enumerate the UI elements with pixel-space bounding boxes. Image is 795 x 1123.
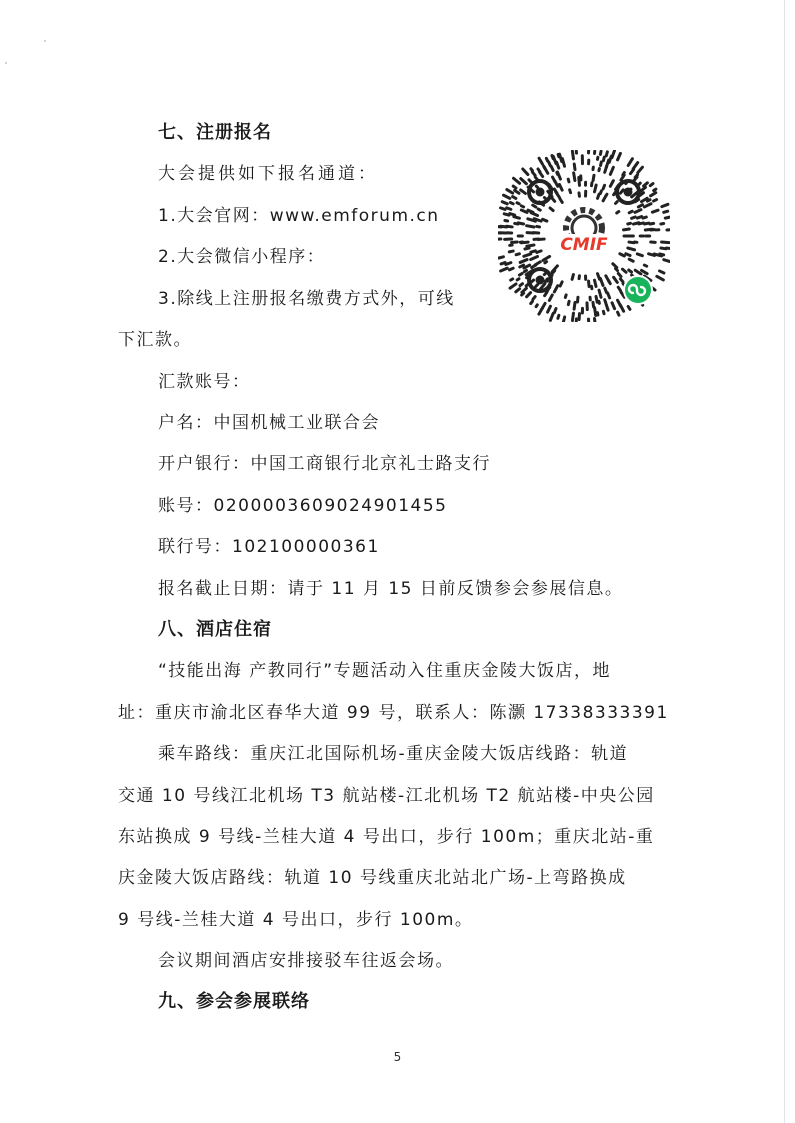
qr-dash xyxy=(599,290,601,297)
qr-dash xyxy=(644,183,648,186)
qr-dash xyxy=(600,191,601,194)
qr-dash xyxy=(560,282,562,286)
qr-dash xyxy=(593,302,594,307)
qr-dash xyxy=(522,293,524,295)
qr-dash xyxy=(515,223,518,224)
qr-dash xyxy=(650,223,654,224)
qr-dash xyxy=(527,226,534,227)
qr-dash xyxy=(563,317,564,322)
qr-dash xyxy=(620,254,625,256)
hotel-line2: 址：重庆市渝北区春华大道 99 号，联系人：陈灏 17338333391 xyxy=(118,703,669,723)
qr-dash xyxy=(603,157,604,161)
qr-finder-dot xyxy=(536,276,545,285)
qr-dash xyxy=(628,307,630,310)
qr-dash xyxy=(635,210,641,213)
qr-dash xyxy=(638,167,643,172)
qr-dash xyxy=(657,276,664,280)
section7-item3-line1: 3.除线上注册报名缴费方式外，可线 xyxy=(158,289,455,309)
qr-dash xyxy=(603,185,604,189)
qr-dash xyxy=(642,270,648,273)
account-number: 账号：0200003609024901455 xyxy=(158,496,448,516)
qr-dash xyxy=(618,153,621,159)
qr-dash xyxy=(522,288,526,292)
section7-item2: 2.大会微信小程序： xyxy=(158,247,326,267)
qr-dash xyxy=(600,151,601,154)
qr-dash xyxy=(572,275,573,280)
qr-dash xyxy=(606,305,608,310)
qr-dash xyxy=(501,268,508,271)
qr-dash xyxy=(643,217,646,218)
registration-deadline: 报名截止日期：请于 11 月 15 日前反馈参会参展信息。 xyxy=(158,579,624,599)
qr-dash xyxy=(560,199,562,202)
qr-dash xyxy=(596,296,597,302)
qr-dash xyxy=(633,163,638,169)
qr-dash xyxy=(501,208,506,210)
section9-heading: 九、参会参展联络 xyxy=(158,991,310,1012)
qr-dash xyxy=(516,254,519,255)
qr-dash xyxy=(558,315,559,318)
qr-dash xyxy=(545,262,547,263)
qr-finder-dot xyxy=(624,188,633,197)
qr-dash xyxy=(509,251,513,252)
qr-dash xyxy=(523,169,528,175)
qr-dash xyxy=(639,223,644,224)
qr-dash xyxy=(513,186,516,188)
qr-dash xyxy=(502,202,507,204)
qr-dash xyxy=(635,175,637,178)
qr-dash xyxy=(520,265,524,267)
account-title: 汇款账号： xyxy=(158,372,251,392)
qr-dash xyxy=(536,284,538,286)
qr-dash xyxy=(507,208,511,210)
qr-dash xyxy=(507,190,513,194)
qr-dash xyxy=(609,280,611,283)
qr-dash xyxy=(647,200,650,201)
qr-dash xyxy=(514,217,520,219)
qr-dash xyxy=(632,217,636,218)
qr-dash xyxy=(638,205,642,207)
qr-dash xyxy=(620,279,623,282)
qr-dash xyxy=(543,256,550,260)
qr-dash xyxy=(595,185,597,192)
section7-intro: 大会提供如下报名通道： xyxy=(158,164,378,184)
qr-dash xyxy=(527,245,534,246)
route-line1: 乘车路线：重庆江北国际机场-重庆金陵大饭店线路：轨道 xyxy=(158,744,629,764)
section7-item1: 1.大会官网：www.emforum.cn xyxy=(158,206,440,226)
qr-dash xyxy=(660,254,664,255)
qr-dash xyxy=(503,195,509,198)
qr-dash xyxy=(660,271,664,273)
qr-dash xyxy=(620,305,623,311)
qr-dash xyxy=(544,166,546,169)
scan-speck xyxy=(44,40,46,42)
qr-dash xyxy=(628,248,635,250)
qr-dash xyxy=(510,203,513,204)
qr-dash xyxy=(513,197,516,199)
qr-dash xyxy=(650,184,653,186)
qr-dash xyxy=(531,301,533,303)
qr-dash xyxy=(533,205,536,207)
qr-dash xyxy=(622,269,626,272)
qr-dash xyxy=(637,254,642,256)
qr-dash xyxy=(512,242,518,243)
qr-dash xyxy=(504,214,509,215)
qr-logo-text: CMIF xyxy=(560,235,608,255)
qr-dash xyxy=(644,204,651,207)
qr-dash xyxy=(603,311,604,313)
qr-dash xyxy=(612,151,615,158)
qr-dash xyxy=(644,265,646,266)
qr-dash xyxy=(536,305,537,307)
qr-dash xyxy=(545,292,547,296)
section7-heading: 七、注册报名 xyxy=(158,122,272,143)
qr-dash xyxy=(662,204,668,206)
qr-dash xyxy=(527,293,531,297)
qr-dash xyxy=(554,309,556,313)
qr-dash xyxy=(579,177,580,185)
qr-dash xyxy=(536,186,537,187)
qr-dash xyxy=(538,209,540,210)
qr-dash xyxy=(598,194,599,198)
qr-dash xyxy=(554,189,556,193)
qr-dash xyxy=(537,251,541,253)
qr-dash xyxy=(664,260,670,262)
qr-dash xyxy=(574,302,575,309)
qr-dash xyxy=(641,187,646,191)
qr-dash xyxy=(543,219,547,221)
qr-dash xyxy=(618,287,620,290)
section8-heading: 八、酒店住宿 xyxy=(158,619,272,640)
qr-dash xyxy=(520,260,527,263)
qr-dash xyxy=(606,194,607,196)
qr-dash xyxy=(548,306,551,312)
bank-code: 联行号：102100000361 xyxy=(158,537,380,557)
mini-program-badge-icon xyxy=(623,275,653,305)
qr-dash xyxy=(553,177,555,182)
qr-dash xyxy=(528,210,533,212)
qr-dash xyxy=(594,319,595,322)
qr-dash xyxy=(610,167,613,174)
qr-dash xyxy=(521,190,526,193)
page-edge-line xyxy=(784,0,785,1123)
qr-dash xyxy=(662,242,669,243)
qr-dash xyxy=(532,172,535,176)
qr-dash xyxy=(617,212,619,213)
qr-dash xyxy=(545,279,547,282)
qr-dash xyxy=(505,220,508,221)
qr-dash xyxy=(574,173,575,181)
qr-dash xyxy=(509,268,513,270)
mini-program-qr-code xyxy=(498,150,670,322)
bank-name: 开户银行：中国工商银行北京礼士路支行 xyxy=(158,454,491,474)
account-name: 户名：中国机械工业联合会 xyxy=(158,413,380,433)
qr-dash xyxy=(644,223,649,224)
qr-dash xyxy=(608,293,610,298)
qr-dash xyxy=(558,154,559,156)
qr-dash xyxy=(624,229,630,230)
qr-dash xyxy=(568,301,569,304)
qr-dash xyxy=(572,313,573,320)
qr-dash xyxy=(612,303,615,309)
qr-dash xyxy=(614,277,618,282)
qr-dash xyxy=(551,167,553,171)
qr-dash xyxy=(538,169,540,172)
qr-dash xyxy=(525,248,529,249)
qr-dash xyxy=(552,156,553,159)
qr-dash xyxy=(654,189,656,190)
qr-dash xyxy=(568,179,569,182)
qr-dash xyxy=(618,273,621,276)
route-line2: 交通 10 号线江北机场 T3 航站楼-江北机场 T2 航站楼-中央公园 xyxy=(118,786,655,806)
qr-dash xyxy=(521,210,527,212)
qr-dash xyxy=(531,169,533,171)
qr-dash xyxy=(570,190,571,193)
qr-dash xyxy=(623,173,625,175)
qr-dash xyxy=(637,217,641,219)
qr-dash xyxy=(549,162,551,166)
qr-dash xyxy=(524,254,531,256)
qr-dash xyxy=(533,297,535,300)
qr-dash xyxy=(666,248,670,249)
qr-dash xyxy=(595,280,597,286)
qr-dash xyxy=(519,274,522,276)
qr-dash xyxy=(524,270,526,271)
qr-dash xyxy=(605,288,607,292)
qr-dash xyxy=(616,269,618,271)
qr-dash xyxy=(626,254,630,256)
shuttle-note: 会议期间酒店安排接驳车往返会场。 xyxy=(158,951,454,971)
qr-dash xyxy=(517,203,519,204)
route-line4: 庆金陵大饭店路线：轨道 10 号线重庆北站北广场-上弯路换成 xyxy=(118,868,627,888)
qr-dash xyxy=(589,281,590,286)
qr-dash xyxy=(664,211,668,212)
qr-dash xyxy=(515,190,519,193)
qr-dash xyxy=(537,226,540,227)
qr-dash xyxy=(501,263,505,264)
qr-dash xyxy=(554,286,557,292)
qr-dash xyxy=(517,279,519,280)
qr-dash xyxy=(550,313,553,320)
qr-dash xyxy=(539,158,542,164)
page-number: 5 xyxy=(393,1050,402,1064)
section7-item3-line2: 下汇款。 xyxy=(118,330,192,350)
qr-dash xyxy=(616,202,618,204)
qr-dash xyxy=(531,256,538,259)
qr-dash xyxy=(510,284,516,288)
qr-finder-dot xyxy=(536,188,545,197)
qr-dash xyxy=(520,284,522,286)
qr-dash xyxy=(629,259,633,261)
qr-dash xyxy=(654,200,657,202)
qr-dash xyxy=(521,206,523,207)
qr-dash xyxy=(559,184,562,190)
qr-dash xyxy=(628,159,632,166)
qr-dash xyxy=(620,190,623,193)
qr-dash xyxy=(651,193,656,196)
qr-dash xyxy=(521,179,527,184)
qr-dash xyxy=(511,279,513,280)
qr-dash xyxy=(532,265,536,268)
qr-dash xyxy=(539,308,542,314)
qr-dash xyxy=(600,278,603,285)
qr-dash xyxy=(613,264,617,268)
qr-dash xyxy=(531,251,536,252)
route-line3: 东站换成 9 号线-兰桂大道 4 号出口，步行 100m；重庆北站-重 xyxy=(118,827,655,847)
hotel-line1: “技能出海 产教同行”专题活动入住重庆金陵大饭店，地 xyxy=(158,661,612,681)
qr-dash xyxy=(629,211,632,213)
qr-dash xyxy=(610,181,613,187)
qr-dash xyxy=(516,289,520,292)
qr-dash xyxy=(665,217,670,218)
qr-dash xyxy=(574,164,575,170)
qr-dash xyxy=(550,208,553,211)
qr-dash xyxy=(499,257,504,258)
qr-dash xyxy=(601,162,602,166)
qr-dash xyxy=(546,158,547,161)
qr-dash xyxy=(628,223,631,224)
qr-dash xyxy=(513,178,519,183)
qr-dash xyxy=(652,210,658,212)
qr-dash xyxy=(618,312,619,315)
qr-dash xyxy=(572,151,573,159)
route-line5: 9 号线-兰桂大道 4 号出口，步行 100m。 xyxy=(118,910,474,930)
qr-dash xyxy=(557,172,558,174)
qr-dash xyxy=(565,295,566,297)
qr-dash xyxy=(593,175,594,180)
qr-dash xyxy=(549,295,552,300)
qr-dash xyxy=(595,308,596,316)
scan-speck xyxy=(5,62,7,64)
qr-dash xyxy=(629,270,632,272)
qr-dash xyxy=(606,152,607,156)
